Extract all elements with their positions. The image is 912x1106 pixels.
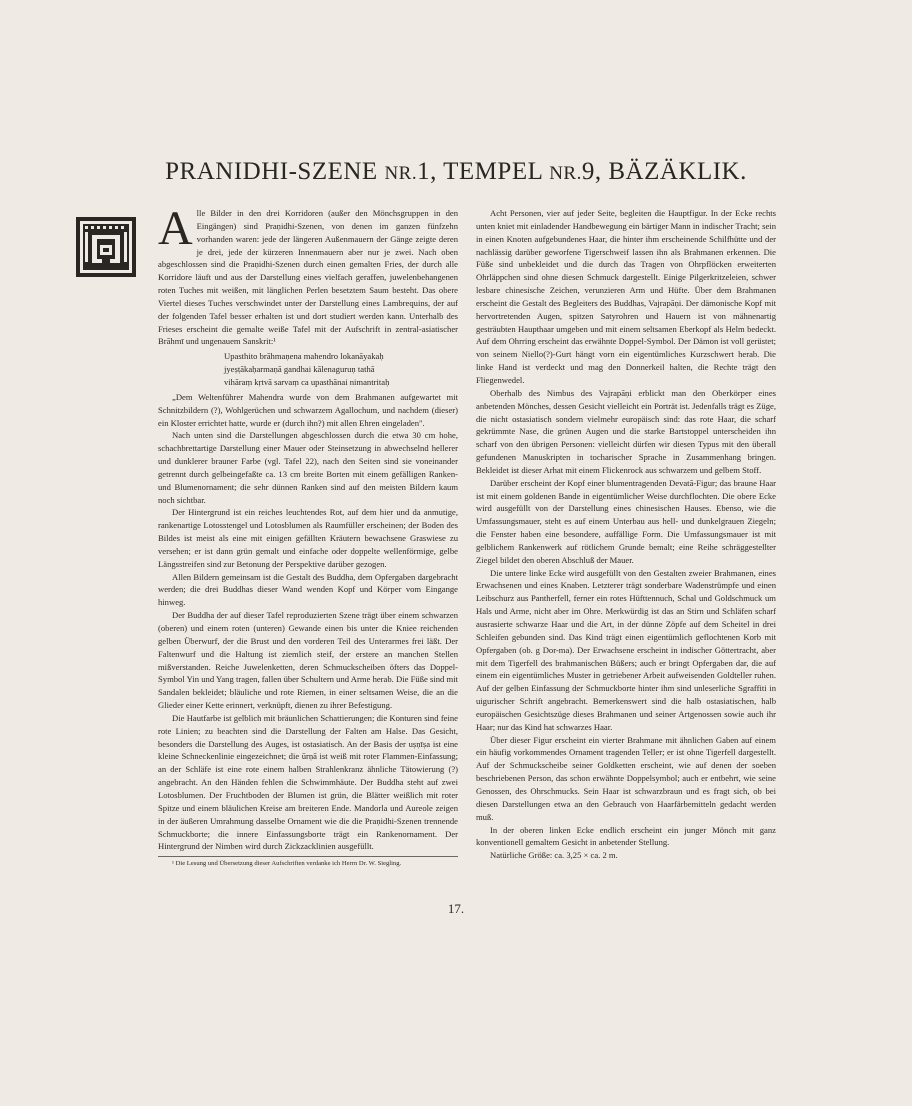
verse-translation: „Dem Weltenführer Mahendra wurde von dem Brahmanen aufgewartet mit Schnitzbildern (?), Wohlgerüchen und schwarzem Agallochum, und nachdem (dieser) ein Kloster errichtet hatte, wurde er (durch ihn?) mit allen Ehren eingeladen". xyxy=(158,391,458,428)
paragraph xyxy=(158,202,458,348)
paragraph: Oberhalb des Nimbus des Vajrapāṇi erblickt man den Oberkörper eines anbetenden Mönches, dessen Gesicht vielleicht ein Porträt ist. Jedenfalls trägt es Züge, die nicht ostasiatisch sondern vielmehr europäisch sind: das rote Haar, die scharf gekrümmte Nase, die grünen Augen und die starke Bartstoppel unterscheiden ihn scharf von den übrigen Personen: vielleicht dürfen wir diesen Typus mit den überall gefundenen Manuskripten in tocharischer Sprache in Zusammenhang bringen. Bekleidet ist dieser Arhat mit einem Flickenrock aus schwarzem und gelbem Stoff. xyxy=(476,387,776,475)
page-title xyxy=(0,158,912,186)
sanskrit-verse xyxy=(224,350,458,389)
title-location: 9, BÄZÄKLIK. xyxy=(581,158,747,185)
paragraph: In der oberen linken Ecke endlich erscheint ein junger Mönch mit ganz konventionell gemaltem Gesicht in anbetender Stellung. xyxy=(476,824,776,848)
paragraph: Die untere linke Ecke wird ausgefüllt von den Gestalten zweier Brahmanen, eines Erwachsenen und eines Knaben. Letzterer trägt sonderbare Wadenstrümpfe und einen Leibschurz aus Pantherfell, ferner ein rotes Hüfttennuch, Schal und Goldschmuck um Hals und Arme, nicht aber im Ohre. Merkwürdig ist das an Stirn und Schläfen scharf ausrasierte schwarze Haar und die Art, in der dünne Zöpfe auf dem Scheitel in drei Schleifen gebunden sind. Das Kind trägt einen eigentümlich geflochtenen Korb mit Opfergaben (ob. g Dor-ma). Der Erwachsene erscheint in indischer Göttertracht, aber mit dem Tigerfell des brahmanischen Büßers; auch er bringt Opfergaben dar, die auf einem ein eigentümliches Muster in getriebener Arbeit aufweisenden Goldteller ruhen. Auf der gelben Einfassung der Schmuckborte hinter ihm sind unleserliche Sgraffiti in uigurischer Schrift angebracht. Bemerkenswert sind die halb ostasiatischen, halb europäischen Gesichtszüge dieses Brahmanen und seiner Artgenossen sowie auch ihr Haar; nur das Kind hat schwarzes Haar. xyxy=(476,567,776,732)
drop-cap: A xyxy=(158,202,193,255)
title-main: PRANIDHI-SZENE xyxy=(165,158,378,185)
paragraph-text: lle Bilder in den drei Korridoren (außer den Mönchsgruppen in den Eingängen) sind Praṇidhi-Szenen, von denen im ganzen fünfzehn vorhanden waren: jede der längeren Außenmauern der Gänge zeigte deren je drei, jede der kürzeren Innenmauern aber nur je zwei. Nach oben abgeschlossen sind die Praṇidhi-Szenen durch einen gemalten Fries, der durch alle Korridore läuft und aus der Darstellung eines vielfach geraffen, juwelenbehangenen roten Tuches mit weißen, mit länglichen Perlen besetztem Saum besteht. Das obere Viertel dieses Tuches verschwindet unter der Darstellung eines Lambrequins, der auf der folgenden Tafel besser erhalten ist und dort studiert werden kann. Unterhalb des Frieses erscheint die gemalte weiße Tafel mit der Aufschrift in zentral-asiatischer Brāhmī und ungenauem Sanskrit:¹ xyxy=(158,208,458,347)
paragraph: Der Hintergrund ist ein reiches leuchtendes Rot, auf dem hier und da anmutige, rankenartige Lotosstengel und Lotosblumen als Raumfüller erscheinen; der Boden des Bildes ist meist als eine mit einigen gefällten Kräutern bewachsene Graswiese zu versehen; er ist dann grün gemalt und einfache oder doppelte wellenförmige, gelbe Längsstreifen sind zur Betonung der Perspektive darüber gezogen. xyxy=(158,507,458,569)
footnote-divider xyxy=(158,856,458,857)
paragraph: Acht Personen, vier auf jeder Seite, begleiten die Hauptfigur. In der Ecke rechts unten kniet mit einladender Handbewegung ein bärtiger Mann in indischer Tracht; sein in einen Knoten aufgebundenes Haar, die hinter ihm erscheinende Schilfhütte und der nachlässig darüber geworfene Tigerschweif lassen ihn als Brahmanen erkennen. Die Füße sind unbekleidet und die durch das Tragen von Ohrpflöcken erweiterten Ohrläppchen sind ohne diesen Schmuck dargestellt. Einige Pilgerkritzeleien, schwer lesbare chinesische Zeichen, verunzieren Arm und Hüfte. Über dem Brahmanen erscheint die Gestalt des Begleiters des Buddhas, Vajrapāṇi. Der dämonische Kopf mit hervortretenden Augen, spitzen Satyrohren und Hauern ist von mähnenartig gesträubten Haupthaar umgeben und mit einem seltsamen Eberkopf als Helm bedeckt. Auf dem Ohrring erscheint das erwähnte Doppel-Symbol. Der Dämon ist voll gerüstet; von seinem Niello(?)-Gurt hängt vorn ein eigentümliches Kurzschwert herab. Die linke Hand ist verdeckt und mag den Donnerkeil halten, die Rechte trägt den Fliegenwedel. xyxy=(476,208,776,385)
paragraph: Darüber erscheint der Kopf einer blumentragenden Devatā-Figur; das braune Haar ist mit einem goldenen Bande in eigentümlicher Weise durchflochten. Die obere Ecke wird ausgefüllt von der Darstellung eines chinesischen Hauses. Ebenso, wie die Umfassungsmauer, steht es auf einem Unterbau aus hell- und dunkelgrauen Ziegeln; die Fenster haben eine besondere, auffällige Form. Die Umfassungsmauer ist mit gelblichem Rankenwerk auf rötlichem Grunde bemalt; eine Reihe schräggestellter Ziegel bildet den oberen Abschluß der Mauer. xyxy=(476,477,776,565)
title-temple: 1, TEMPEL xyxy=(417,158,543,185)
paragraph: Über dieser Figur erscheint ein vierter Brahmane mit ähnlichen Gaben auf einem ein häufig vorkommendes Ornament tragenden Teller; er ist ohne Tigerfell dargestellt. Auf der Schmuckscheibe seiner Goldketten erscheint, wie auf denen der soeben beschriebenen Person, das schon erwähnte Doppelsymbol; auch er entbehrt, wie seine Genossen, des Ohrschmucks. Sein Haar ist schwarzbraun und es fragt sich, ob bei diesen Darstellungen etwa an den Gebrauch von Haarfärbemitteln gedacht werden muß. xyxy=(476,734,776,822)
dimensions-note: Natürliche Größe: ca. 3,25 × ca. 2 m. xyxy=(490,850,618,861)
footnote: ¹ Die Lesung und Übersetzung dieser Aufschriften verdanke ich Herrn Dr. W. Siegling. xyxy=(172,860,402,868)
paragraph: Nach unten sind die Darstellungen abgeschlossen durch die etwa 30 cm hohe, schachbrettartige Darstellung einer Mauer oder Steinsetzung in abwechselnd hellerer und dunklerer brauner Farbe (vgl. Tafel 22), nach den Seiten sind sie voneinander getrennt durch gelbeingefaßte ca. 13 cm breite Borten mit einem gefälligen Ranken- und Blumenornament; die sehr dünnen Ranken sind auf den meisten Bildern kaum noch sichtbar. xyxy=(158,430,458,505)
verse-line: vihāraṃ kṛtvā sarvaṃ ca upasthānai nimantritaḥ xyxy=(224,376,390,387)
title-nr-2: NR. xyxy=(549,163,582,184)
verse-line: Upasthito brāhmaṇena mahendro lokanāyakaḥ xyxy=(224,351,384,362)
title-nr-1: NR. xyxy=(384,163,418,184)
verse-line: jyeṣṭākaḥarmaṇā gandhai kālenaguruṇ tathā xyxy=(224,364,375,375)
paragraph: Allen Bildern gemeinsam ist die Gestalt des Buddha, dem Opfergaben dargebracht werden; die drei Buddhas dieser Wand wenden Kopf und Körper vom Eingange hinweg. xyxy=(158,571,458,608)
page-number: 17. xyxy=(447,901,465,916)
left-text-column xyxy=(158,202,458,868)
right-text-column xyxy=(476,207,776,862)
paragraph: Die Hautfarbe ist gelblich mit bräunlichen Schattierungen; die Konturen sind feine rote Linien; zu beachten sind die Darstellung der Falten am Halse. Das Gesicht, besonders die Darstellung des Auges, ist ostasiatisch. An der Basis der uṣṇīṣa ist eine kleine Schneckenlinie eingezeichnet; die ūrṇā ist weiß mit roter Flammen-Einfassung; an der Schläfe ist eine rote einem halben Strahlenkranz ähnliche Tätowierung (?) angebracht. An den Händen fehlen die Schwimmhäute. Der Buddha steht auf zwei Lotosblumen. Der Fruchtboden der Blumen ist grün, die Blätter weißlich mit roter Spitze und einem bläulichen Kreise am breiteren Ende. Mandorla und Aureole zeigen in der äußeren Umrahmung dasselbe Ornament wie die die Praṇidhi-Szenen trennende Schmuckborte; die innere Einfassungsborte trägt ein Rankenornament. Der Hintergrund der Nimben wird durch Zickzacklinien ausgefüllt. xyxy=(158,712,458,852)
decorative-ornament-icon xyxy=(76,217,136,277)
paragraph: Der Buddha der auf dieser Tafel reproduzierten Szene trägt über einem schwarzen (oberen) und einem roten (unteren) Gewande einen bis unter die Kniee reichenden gelben Überwurf, der die Brust und den vorderen Teil des Unterarmes frei läßt. Der Faltenwurf und die Haltung ist ziemlich steif, der erstere an manchen Stellen mißverstanden. Reiche Juwelenketten, deren Schmuckscheiben öfters das Doppel-Symbol Yin und Yang tragen, fallen über Schultern und Arme herab. Die Füße sind mit Sandalen bekleidet; bläuliche und rote Riemen, in einer seltsamen Weise, die an die Glieder einer Kette erinnert, verknüpft, dienen zu ihrer Befestigung. xyxy=(158,610,458,711)
